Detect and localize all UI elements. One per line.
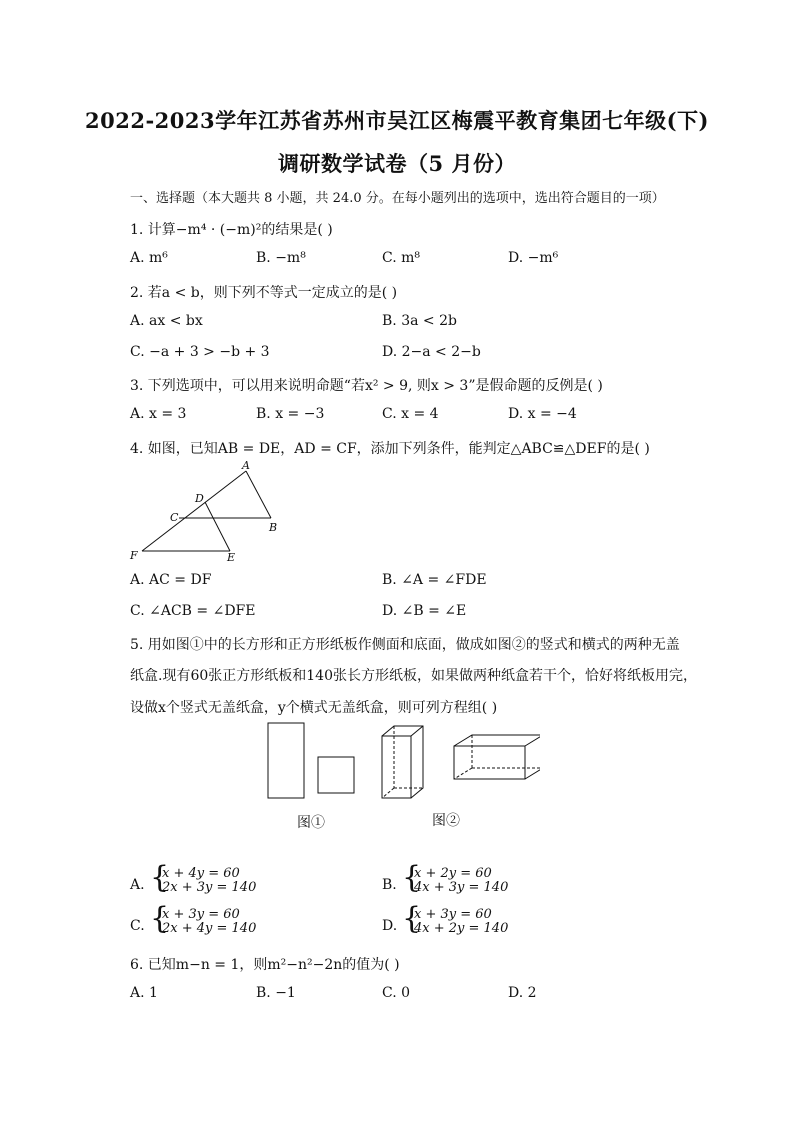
question-1-option-c: C. m⁸ [382, 250, 421, 266]
question-3-stem: 3. 下列选项中，可以用来说明命题“若x² > 9, 则x > 3”是假命题的反例是( ) [130, 378, 603, 394]
vertex-label-e: E [227, 551, 236, 564]
question-4-option-c: C. ∠ACB = ∠DFE [130, 603, 256, 619]
triangle-figure [126, 460, 286, 566]
segment-ab [246, 471, 271, 518]
left-brace-icon: { [150, 901, 170, 936]
figure-caption-2: 图② [432, 813, 460, 829]
equation-2: 2x + 4y = 140 [162, 921, 257, 936]
question-5-option-a-system [150, 860, 280, 896]
question-4-stem: 4. 如图，已知AB = DE，AD = CF，添加下列条件，能判定△ABC≌△DEF的是( ) [130, 441, 650, 457]
square-board [318, 757, 354, 793]
title-line-2: 调研数学试卷（5 月份） [278, 151, 516, 176]
question-5-stem-line-3: 设做x个竖式无盖纸盒，y个横式无盖纸盒，则可列方程组( ) [130, 700, 498, 716]
rectangle-board [268, 723, 304, 798]
question-5-option-a-label: A. [130, 877, 145, 893]
figure-caption-1: 图① [297, 815, 325, 831]
question-2-option-b: B. 3a < 2b [382, 313, 457, 329]
question-1-stem: 1. 计算−m⁴ · (−m)²的结果是( ) [130, 222, 333, 238]
equation-1: x + 3y = 60 [162, 907, 240, 922]
question-5-option-d-system [402, 901, 532, 937]
question-5-option-b-system [402, 860, 532, 896]
equation-1: x + 3y = 60 [414, 907, 492, 922]
left-brace-icon: { [402, 860, 422, 895]
question-6-stem: 6. 已知m−n = 1，则m²−n²−2n的值为( ) [130, 957, 400, 973]
question-5-option-b-label: B. [382, 877, 397, 893]
question-5-option-c-system [150, 901, 280, 937]
section-heading: 一、选择题（本大题共 8 小题，共 24.0 分。在每小题列出的选项中，选出符合题目的一项） [130, 191, 665, 206]
question-3-option-c: C. x = 4 [382, 406, 439, 422]
question-2-option-c: C. −a + 3 > −b + 3 [130, 344, 270, 360]
question-2-stem: 2. 若a < b，则下列不等式一定成立的是( ) [130, 285, 398, 301]
question-5-option-c-label: C. [130, 918, 145, 934]
question-4-option-b: B. ∠A = ∠FDE [382, 572, 487, 588]
question-6-option-d: D. 2 [508, 985, 537, 1001]
question-3-option-b: B. x = −3 [256, 406, 325, 422]
vertex-label-a: A [242, 460, 250, 472]
equation-2: 4x + 3y = 140 [414, 880, 509, 895]
equation-2: 4x + 2y = 140 [414, 921, 509, 936]
question-1-option-a: A. m⁶ [130, 250, 168, 266]
left-brace-icon: { [402, 901, 422, 936]
equation-2: 2x + 3y = 140 [162, 880, 257, 895]
question-4-option-d: D. ∠B = ∠E [382, 603, 467, 619]
left-brace-icon: { [150, 860, 170, 895]
question-6-option-c: C. 0 [382, 985, 411, 1001]
question-1-option-d: D. −m⁶ [508, 250, 559, 266]
vertex-label-c: C [170, 511, 179, 524]
segment-de [205, 502, 230, 551]
horizontal-box [454, 735, 540, 779]
equation-1: x + 2y = 60 [414, 866, 492, 881]
question-2-option-a: A. ax < bx [130, 313, 203, 329]
paper-boxes-figure [260, 718, 540, 802]
question-3-option-d: D. x = −4 [508, 406, 577, 422]
question-3-option-a: A. x = 3 [130, 406, 187, 422]
question-4-option-a: A. AC = DF [130, 572, 212, 588]
equation-1: x + 4y = 60 [162, 866, 240, 881]
vertex-label-b: B [269, 521, 278, 534]
question-5-stem-line-1: 5. 用如图①中的长方形和正方形纸板作侧面和底面，做成如图②的竖式和横式的两种无盖 [130, 637, 680, 653]
vertical-box [382, 726, 423, 798]
question-2-option-d: D. 2−a < 2−b [382, 344, 481, 360]
question-6-option-b: B. −1 [256, 985, 296, 1001]
title-line-1: 2022-2023学年江苏省苏州市吴江区梅震平教育集团七年级(下) [85, 108, 709, 133]
segment-af [142, 471, 246, 551]
question-5-option-d-label: D. [382, 918, 398, 934]
question-5-stem-line-2: 纸盒.现有60张正方形纸板和140张长方形纸板，如果做两种纸盒若干个，恰好将纸板用完， [130, 668, 697, 684]
question-1-option-b: B. −m⁸ [256, 250, 306, 266]
vertex-label-d: D [195, 492, 204, 505]
vertex-label-f: F [130, 549, 138, 562]
question-6-option-a: A. 1 [130, 985, 158, 1001]
